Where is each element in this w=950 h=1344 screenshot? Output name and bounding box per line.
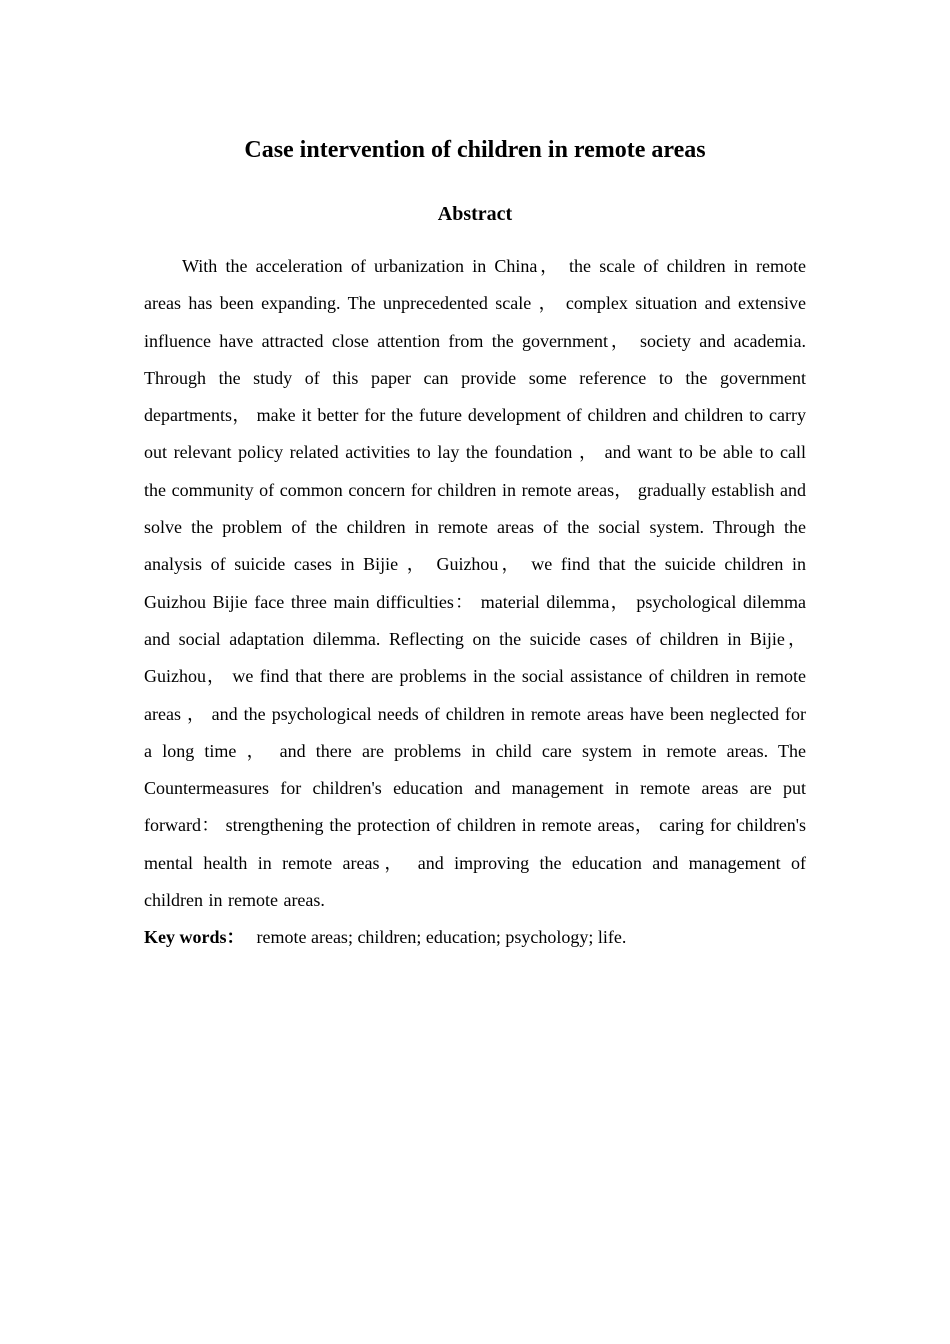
document-title: Case intervention of children in remote areas — [244, 137, 706, 163]
keywords-value: remote areas; children; education; psychology; life. — [256, 927, 627, 947]
keywords-line — [144, 919, 806, 956]
abstract-body: With the acceleration of urbanization in China， the scale of children in remote areas has been expanding. The unprecedented scale ， complex situation and extensive influence have attracted close attention from the government， society and academia. Through the study of this paper can provide some reference to the government departments， make it better for the future development of children and children to carry out relevant policy related activities to lay the foundation ， and want to be able to call the community of common concern for children in remote areas， gradually establish and solve the problem of the children in remote areas of the social system. Through the analysis of suicide cases in Bijie ， Guizhou， we find that the suicide children in Guizhou Bijie face three main difficulties： material dilemma， psychological dilemma and social adaptation dilemma. Reflecting on the suicide cases of children in Bijie， Guizhou， we find that there are problems in the social assistance of children in remote areas ， and the psychological needs of children in remote areas have been neglected for a long time ， and there are problems in child care system in remote areas. The Countermeasures for children's education and management in remote areas are put forward： strengthening the protection of children in remote areas， caring for children's mental health in remote areas， and improving the education and management of children in remote areas. — [144, 256, 806, 911]
abstract-heading: Abstract — [437, 203, 513, 225]
keywords-label: Key words： — [144, 927, 245, 947]
